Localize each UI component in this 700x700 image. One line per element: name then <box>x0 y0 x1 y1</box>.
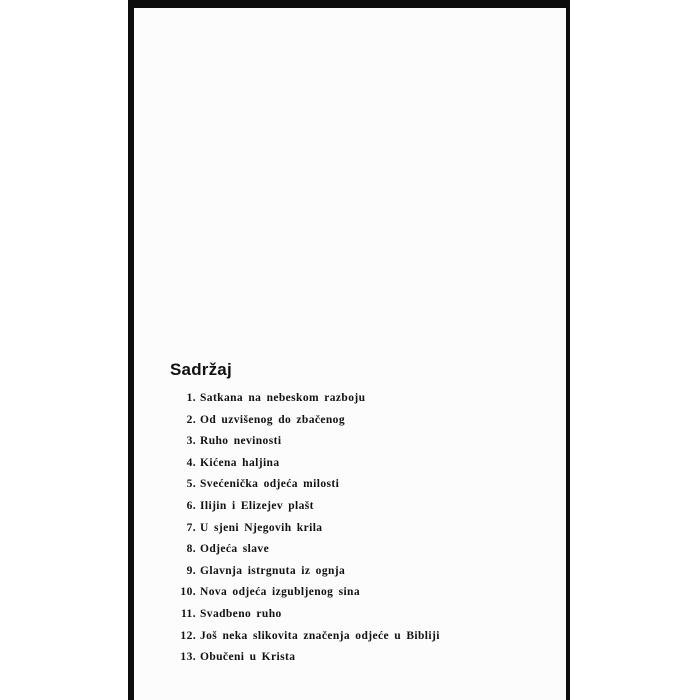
toc-title: Glavnja istrgnuta iz ognja <box>200 564 346 577</box>
toc-title: Ilijin i Elizejev plašt <box>200 499 314 512</box>
toc-number: 6. <box>186 499 196 512</box>
toc-number: 5. <box>186 478 196 491</box>
scan-edge-top <box>128 0 568 8</box>
toc-entry-2 <box>172 414 552 436</box>
toc-entry-9 <box>172 565 552 587</box>
toc-number: 11. <box>181 607 196 620</box>
toc-title: Nova odjeća izgubljenog sina <box>200 586 360 599</box>
scan-edge-right <box>566 0 570 700</box>
scan-edge-left <box>128 0 134 700</box>
toc-title: U sjeni Njegovih krila <box>200 521 323 534</box>
table-of-contents <box>172 392 552 673</box>
toc-number: 10. <box>180 586 196 599</box>
toc-entry-11 <box>172 608 552 630</box>
toc-number: 4. <box>186 456 196 469</box>
toc-entry-4 <box>172 457 552 479</box>
toc-title: Svećenička odjeća milosti <box>200 478 340 491</box>
toc-number: 9. <box>186 564 196 577</box>
toc-entry-3 <box>172 435 552 457</box>
toc-number: 3. <box>186 435 196 448</box>
toc-entry-8 <box>172 543 552 565</box>
toc-title: Još neka slikovita značenja odjeće u Bibliji <box>200 629 440 642</box>
toc-number: 7. <box>186 521 196 534</box>
toc-entry-6 <box>172 500 552 522</box>
toc-title: Satkana na nebeskom razboju <box>200 392 366 404</box>
toc-entry-1 <box>172 392 552 414</box>
toc-heading: Sadržaj <box>170 360 232 379</box>
toc-entry-5 <box>172 478 552 500</box>
toc-title: Svadbeno ruho <box>200 607 282 620</box>
toc-title: Odjeća slave <box>200 543 270 556</box>
scan-margin <box>0 0 133 700</box>
toc-entry-7 <box>172 522 552 544</box>
toc-number: 12. <box>180 629 196 642</box>
toc-title: Ruho nevinosti <box>200 435 282 448</box>
toc-entry-12 <box>172 630 552 652</box>
toc-number: 1. <box>186 392 196 404</box>
toc-entry-10 <box>172 586 552 608</box>
toc-number: 8. <box>186 543 196 556</box>
toc-number: 2. <box>186 413 196 426</box>
toc-entry-13 <box>172 651 552 673</box>
toc-title: Kićena haljina <box>200 456 280 469</box>
toc-title: Obučeni u Krista <box>200 651 296 664</box>
toc-title: Od uzvišenog do zbačenog <box>200 413 345 426</box>
toc-number: 13. <box>180 651 196 664</box>
